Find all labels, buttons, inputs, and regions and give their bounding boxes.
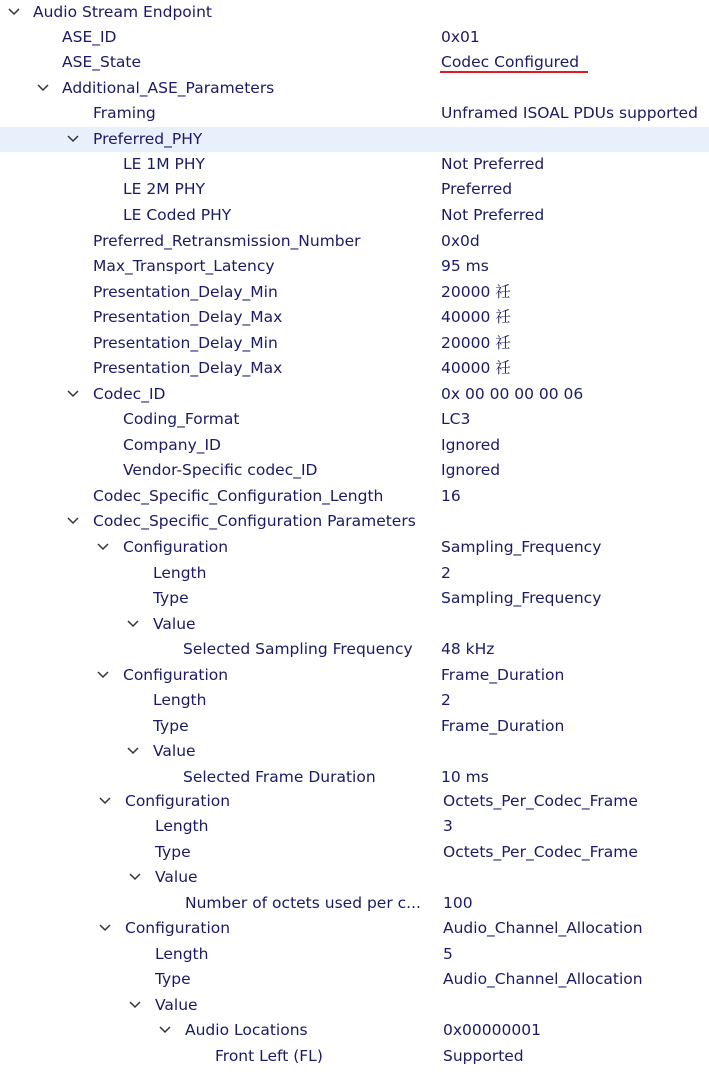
tree-row-configuration[interactable] [0,916,709,941]
tree-row-selected-frame-duration[interactable] [0,765,709,790]
tree-node-label: LE Coded PHY [123,206,232,224]
tree-node-value: 95 ms [441,257,489,275]
chevron-down-icon[interactable] [95,663,111,688]
tree-node-label: Audio Locations [185,1021,308,1039]
tree-row-presentation-delay-max[interactable] [0,356,709,381]
tree-node-label: Length [153,564,207,582]
tree-row-configuration[interactable] [0,789,709,814]
tree-node-label: Type [153,589,189,607]
chevron-down-icon[interactable] [35,76,51,101]
tree-node-label: Codec_ID [93,385,166,403]
chevron-down-icon[interactable] [95,535,111,560]
tree-row-preferred-retransmission-number[interactable] [0,229,709,254]
tree-node-value: 0x01 [441,28,480,46]
tree-node-value: 2 [441,691,451,709]
tree-row-length[interactable] [0,814,709,839]
tree-row-type[interactable] [0,714,709,739]
tree-node-value: Codec Configured [441,53,580,71]
tree-row-length[interactable] [0,561,709,586]
tree-node-value: 48 kHz [441,640,495,658]
tree-row-presentation-delay-min[interactable] [0,331,709,356]
tree-row-codec-id[interactable] [0,382,709,407]
tree-node-label: Type [155,843,191,861]
chevron-down-icon[interactable] [97,789,113,814]
tree-row-value[interactable] [0,739,709,764]
tree-node-value: 20000 祍 [441,334,511,352]
tree-node-label: Codec_Specific_Configuration_Length [93,487,384,505]
tree-node-label: Company_ID [123,436,221,454]
chevron-down-icon[interactable] [127,993,143,1018]
tree-node-value: Ignored [441,461,501,479]
tree-node-label: Vendor-Specific codec_ID [123,461,318,479]
tree-row-ase-id[interactable] [0,25,709,50]
tree-node-label: Value [153,742,196,760]
tree-row-configuration[interactable] [0,535,709,560]
tree-node-label: Codec_Specific_Configuration Parameters [93,512,416,530]
tree-node-label: Presentation_Delay_Max [93,359,283,377]
tree-row-codec-specific-configuration-parameters[interactable] [0,509,709,534]
tree-node-label: LE 2M PHY [123,180,205,198]
tree-row-coding-format[interactable] [0,407,709,432]
tree-node-value: Unframed ISOAL PDUs supported [441,104,698,122]
tree-node-value: 16 [441,487,461,505]
tree-node-value: 3 [443,817,453,835]
tree-node-value: 40000 祍 [441,359,511,377]
tree-row-le-coded-phy[interactable] [0,203,709,228]
tree-node-value: Octets_Per_Codec_Frame [443,843,638,861]
chevron-down-icon[interactable] [127,865,143,890]
tree-node-value: 40000 祍 [441,308,511,326]
tree-node-label: Value [153,615,196,633]
tree-node-value: 100 [443,894,473,912]
tree-node-label: Length [155,945,209,963]
tree-node-label: Type [155,970,191,988]
tree-node-value: Not Preferred [441,206,545,224]
tree-node-label: Length [155,817,209,835]
tree-node-value: Audio_Channel_Allocation [443,919,643,937]
tree-node-label: Framing [93,104,156,122]
tree-node-label: Selected Sampling Frequency [183,640,413,658]
tree-node-value: Audio_Channel_Allocation [443,970,643,988]
tree-node-label: Front Left (FL) [215,1047,323,1065]
tree-node-value: 0x0d [441,232,480,250]
tree-row-le-2m-phy[interactable] [0,177,709,202]
tree-node-label: Additional_ASE_Parameters [62,79,275,97]
tree-node-value: Frame_Duration [441,666,565,684]
tree-row-length[interactable] [0,688,709,713]
tree-node-label: Audio Stream Endpoint [33,3,212,21]
tree-row-audio-locations[interactable] [0,1018,709,1043]
tree-row-company-id[interactable] [0,433,709,458]
chevron-down-icon[interactable] [6,0,22,25]
chevron-down-icon[interactable] [97,916,113,941]
tree-row-value[interactable] [0,612,709,637]
tree-row-le-1m-phy[interactable] [0,152,709,177]
tree-node-value: Preferred [441,180,513,198]
tree-node-value: Frame_Duration [441,717,565,735]
tree-node-label: Presentation_Delay_Min [93,283,278,301]
chevron-down-icon[interactable] [65,382,81,407]
tree-node-value: Sampling_Frequency [441,589,602,607]
tree-node-value: Supported [443,1047,524,1065]
tree-node-value: 0x00000001 [443,1021,541,1039]
tree-row-ase-state[interactable] [0,50,709,75]
tree-node-value: Not Preferred [441,155,545,173]
tree-row-type[interactable] [0,586,709,611]
chevron-down-icon[interactable] [65,509,81,534]
tree-node-value: 20000 祍 [441,283,511,301]
chevron-down-icon[interactable] [125,739,141,764]
tree-row-configuration[interactable] [0,663,709,688]
tree-row-vendor-specific-codec-id[interactable] [0,458,709,483]
tree-node-label: Preferred_Retransmission_Number [93,232,361,250]
tree-row-preferred-phy[interactable] [0,127,709,152]
tree-node-label: Configuration [125,919,231,937]
tree-node-value: 5 [443,945,453,963]
chevron-down-icon[interactable] [125,612,141,637]
tree-node-label: Value [155,868,198,886]
tree-node-label: Value [155,996,198,1014]
tree-node-label: Configuration [123,666,229,684]
tree-node-label: LE 1M PHY [123,155,205,173]
tree-node-label: Coding_Format [123,410,240,428]
tree-node-label: Max_Transport_Latency [93,257,275,275]
tree-row-presentation-delay-min[interactable] [0,280,709,305]
tree-node-value: 10 ms [441,768,489,786]
tree-node-value: Sampling_Frequency [441,538,602,556]
tree-row-length[interactable] [0,942,709,967]
tree-node-label: Type [153,717,189,735]
tree-row-presentation-delay-max[interactable] [0,305,709,330]
tree-node-value: LC3 [441,410,471,428]
tree-node-value: 0x 00 00 00 00 06 [441,385,584,403]
tree-row-audio-stream-endpoint[interactable] [0,0,709,25]
red-underline-annotation [440,71,588,73]
tree-row-front-left[interactable] [0,1044,709,1069]
tree-node-value: Ignored [441,436,501,454]
tree-node-label: Selected Frame Duration [183,768,376,786]
tree-row-value[interactable] [0,993,709,1018]
tree-row-type[interactable] [0,840,709,865]
tree-row-value[interactable] [0,865,709,890]
tree-node-label: Length [153,691,207,709]
chevron-down-icon[interactable] [157,1018,173,1043]
tree-node-label: Preferred_PHY [93,130,203,148]
tree-node-label: Number of octets used per c... [185,894,421,912]
tree-node-value: 2 [441,564,451,582]
tree-node-value: Octets_Per_Codec_Frame [443,792,638,810]
tree-row-codec-specific-configuration-length[interactable] [0,484,709,509]
tree-row-additional-ase-parameters[interactable] [0,76,709,101]
tree-node-label: Configuration [123,538,229,556]
chevron-down-icon[interactable] [65,127,81,152]
tree-node-label: Presentation_Delay_Max [93,308,283,326]
tree-node-label: ASE_ID [62,28,117,46]
tree-row-number-of-octets[interactable] [0,891,709,916]
tree-row-selected-sampling-frequency[interactable] [0,637,709,662]
tree-node-label: Presentation_Delay_Min [93,334,278,352]
tree-row-max-transport-latency[interactable] [0,254,709,279]
tree-row-type[interactable] [0,967,709,992]
tree-row-framing[interactable] [0,101,709,126]
tree-node-label: Configuration [125,792,231,810]
tree-node-label: ASE_State [62,53,142,71]
